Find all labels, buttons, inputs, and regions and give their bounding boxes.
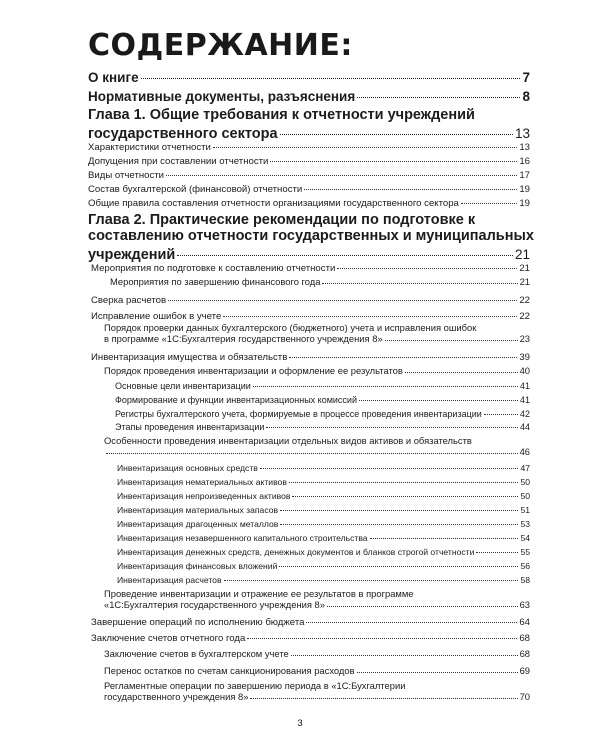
leader-dots — [260, 462, 519, 471]
toc-entry-label: Допущения при составлении отчетности — [88, 155, 269, 167]
toc-entry[interactable] — [88, 182, 530, 195]
toc-entry-label: Инвентаризация материальных запасов — [117, 504, 279, 515]
toc-entry-page: 13 — [514, 125, 530, 141]
leader-dots — [106, 446, 518, 455]
toc-entry-label: Состав бухгалтерской (финансовой) отчетности — [88, 183, 303, 195]
toc-entry-page: 21 — [514, 246, 530, 262]
toc-entry-label: Перенос остатков по счетам санкционирования расходов — [104, 665, 355, 677]
leader-dots — [405, 365, 518, 374]
toc-entry[interactable] — [88, 87, 530, 104]
leader-dots — [304, 182, 517, 192]
toc-entry-label: Общие правила составления отчетности организациями государственного сектора — [88, 197, 459, 209]
leader-dots — [306, 615, 517, 625]
toc-entry-page: 50 — [520, 476, 530, 487]
toc-entry-page: 40 — [519, 365, 530, 377]
toc-entry-page: 22 — [519, 310, 530, 322]
toc-entry-page: 70 — [519, 691, 530, 703]
toc-entry-page: 22 — [519, 294, 530, 306]
leader-dots — [247, 631, 517, 641]
toc-entry-label: Регистры бухгалтерского учета, формируемые в процессе проведения инвентаризации — [115, 409, 482, 419]
toc-entry[interactable] — [104, 648, 530, 659]
toc-entry-label: Исправление ошибок в учете — [91, 310, 222, 322]
toc-entry[interactable] — [88, 154, 530, 167]
toc-entry-label-line1: Проведение инвентаризации и отражение ее результатов в программе — [104, 588, 414, 599]
toc-entry-page: 17 — [519, 169, 530, 181]
toc-entry-label: Инвентаризация непроизведенных активов — [117, 490, 291, 501]
toc-entry[interactable] — [115, 408, 530, 419]
toc-entry-label: Порядок проведения инвентаризации и оформление ее результатов — [104, 365, 403, 377]
leader-dots — [223, 309, 517, 319]
toc-entry[interactable] — [88, 68, 530, 85]
toc-entry[interactable] — [88, 140, 530, 153]
toc-entry-label: учреждений — [88, 246, 176, 263]
toc-entry-label: Характеристики отчетности — [88, 141, 211, 153]
toc-entry-page: 23 — [519, 333, 530, 345]
toc-entry-page: 58 — [520, 574, 530, 585]
toc-entry[interactable] — [104, 435, 530, 457]
toc-entry-page: 46 — [519, 446, 530, 458]
toc-entry[interactable] — [104, 680, 530, 702]
toc-entry-label-line1: Глава 1. Общие требования к отчетности учреждений — [88, 107, 475, 123]
toc-entry-page: 42 — [519, 409, 530, 419]
toc-entry-label: Инвентаризация имущества и обязательств — [91, 351, 288, 363]
leader-dots — [291, 648, 518, 657]
toc-entry[interactable] — [117, 560, 530, 571]
toc-entry-page: 21 — [519, 262, 530, 274]
toc-entry-page: 39 — [519, 351, 530, 363]
leader-dots — [280, 518, 518, 527]
leader-dots — [141, 68, 521, 82]
leader-dots — [166, 168, 517, 178]
toc-entry-page: 68 — [519, 632, 530, 644]
toc-entry[interactable] — [115, 421, 530, 432]
leader-dots — [322, 276, 517, 285]
leader-dots — [266, 421, 518, 430]
toc-entry-page: 16 — [519, 155, 530, 167]
toc-entry-label: Мероприятия по завершению финансового года — [110, 276, 321, 288]
leader-dots — [292, 490, 518, 499]
toc-entry-page: 8 — [522, 88, 530, 104]
toc-entry-label-line1: Регламентные операции по завершению периода в «1С:Бухгалтерии — [104, 680, 406, 691]
toc-entry[interactable] — [91, 293, 530, 306]
toc-entry-label: Формирование и функции инвентаризационных комиссий — [115, 395, 357, 405]
toc-entry[interactable] — [117, 490, 530, 501]
toc-entry-label-line1: Глава 2. Практические рекомендации по подготовке к — [88, 212, 476, 228]
leader-dots — [359, 394, 518, 403]
toc-entry[interactable] — [117, 574, 530, 585]
leader-dots — [357, 87, 520, 101]
toc-entry-label: государственного сектора — [88, 125, 278, 142]
toc-entry-label: Инвентаризация денежных средств, денежных документов и бланков строгой отчетности — [117, 546, 475, 557]
toc-entry[interactable] — [117, 532, 530, 543]
leader-dots — [357, 665, 518, 674]
toc-entry-label: О книге — [88, 69, 139, 85]
leader-dots — [213, 140, 517, 150]
toc-entry-label-line2: составлению отчетности государственных и муниципальных — [88, 228, 534, 244]
toc-entry[interactable] — [88, 168, 530, 181]
toc-entry-label: Заключение счетов отчетного года — [91, 632, 246, 644]
toc-entry-page: 19 — [519, 197, 530, 209]
toc-entry[interactable] — [115, 380, 530, 391]
leader-dots — [224, 574, 519, 583]
page-title: СОДЕРЖАНИЕ: — [88, 28, 353, 63]
leader-dots — [168, 293, 517, 303]
toc-entry-label: Этапы проведения инвентаризации — [115, 422, 265, 432]
leader-dots — [327, 599, 518, 608]
toc-entry-label: Инвентаризация драгоценных металлов — [117, 518, 279, 529]
toc-entry-page: 53 — [520, 518, 530, 529]
toc-entry[interactable] — [117, 504, 530, 515]
leader-dots — [476, 546, 518, 555]
toc-entry[interactable] — [104, 665, 530, 676]
toc-entry-label: Заключение счетов в бухгалтерском учете — [104, 648, 289, 660]
leader-dots — [385, 333, 518, 342]
leader-dots — [461, 196, 517, 206]
toc-entry-label: Инвентаризация основных средств — [117, 462, 258, 473]
toc-entry-page: 55 — [520, 546, 530, 557]
toc-entry-label: Инвентаризация незавершенного капитального строительства — [117, 532, 368, 543]
leader-dots — [280, 123, 513, 138]
leader-dots — [250, 691, 517, 700]
toc-entry-page: 44 — [519, 422, 530, 432]
leader-dots — [337, 261, 517, 271]
toc-entry-label: Основные цели инвентаризации — [115, 381, 251, 391]
toc-entry-label: в программе «1С:Бухгалтерия государственного учреждения 8» — [104, 333, 383, 345]
toc-entry[interactable] — [117, 462, 530, 473]
leader-dots — [289, 350, 517, 360]
toc-entry-label: государственного учреждения 8» — [104, 691, 249, 703]
toc-entry-label-line1: Порядок проверки данных бухгалтерского (бюджетного) учета и исправления ошибок — [104, 322, 477, 333]
toc-entry-page: 56 — [520, 560, 530, 571]
toc-entry-label-line1: Особенности проведения инвентаризации отдельных видов активов и обязательств — [104, 435, 472, 446]
toc-entry-page: 54 — [520, 532, 530, 543]
toc-entry-label: «1С:Бухгалтерия государственного учреждения 8» — [104, 599, 325, 611]
toc-entry-page: 50 — [520, 490, 530, 501]
toc-entry[interactable] — [104, 322, 530, 344]
page-number: 3 — [297, 718, 303, 729]
toc-entry[interactable] — [91, 615, 530, 628]
leader-dots — [279, 560, 518, 569]
toc-entry[interactable] — [110, 276, 530, 287]
toc-entry-label: Мероприятия по подготовке к составлению отчетности — [91, 262, 336, 274]
toc-entry-chapter[interactable] — [88, 212, 534, 263]
leader-dots — [270, 154, 517, 164]
toc-entry-page: 64 — [519, 616, 530, 628]
toc-entry-page: 63 — [519, 599, 530, 611]
toc-entry-label: Инвентаризация финансовых вложений — [117, 560, 278, 571]
toc-entry-label: Инвентаризация расчетов — [117, 574, 222, 585]
toc-entry[interactable] — [117, 518, 530, 529]
toc-entry-page: 69 — [519, 665, 530, 677]
leader-dots — [280, 504, 518, 513]
toc-entry[interactable] — [91, 631, 530, 644]
toc-entry-label: Завершение операций по исполнению бюджета — [91, 616, 305, 628]
toc-entry[interactable] — [88, 196, 530, 209]
leader-dots — [253, 380, 518, 389]
toc-entry-label: Нормативные документы, разъяснения — [88, 88, 356, 104]
toc-entry-label: Инвентаризация нематериальных активов — [117, 476, 287, 487]
toc-entry-page: 41 — [519, 381, 530, 391]
toc-entry-label: Виды отчетности — [88, 169, 165, 181]
toc-entry-page: 13 — [519, 141, 530, 153]
leader-dots — [289, 476, 519, 485]
toc-entry-page: 7 — [522, 69, 530, 85]
toc-entry[interactable] — [91, 309, 530, 322]
toc-entry[interactable] — [91, 261, 530, 274]
toc-entry-page: 41 — [519, 395, 530, 405]
toc-entry-page: 19 — [519, 183, 530, 195]
toc-entry-label: Сверка расчетов — [91, 294, 167, 306]
toc-entry[interactable] — [104, 588, 530, 610]
toc-entry[interactable] — [91, 350, 530, 363]
toc-entry-page: 51 — [520, 504, 530, 515]
leader-dots — [484, 408, 518, 417]
leader-dots — [370, 532, 519, 541]
toc-entry[interactable] — [117, 476, 530, 487]
toc-entry[interactable] — [115, 394, 530, 405]
leader-dots — [177, 244, 513, 259]
toc-entry[interactable] — [117, 546, 530, 557]
toc-entry-page: 68 — [519, 648, 530, 660]
toc-entry-page: 47 — [520, 462, 530, 473]
toc-entry-page: 21 — [519, 276, 530, 288]
toc-entry-chapter[interactable] — [88, 107, 530, 142]
toc-entry[interactable] — [104, 365, 530, 376]
